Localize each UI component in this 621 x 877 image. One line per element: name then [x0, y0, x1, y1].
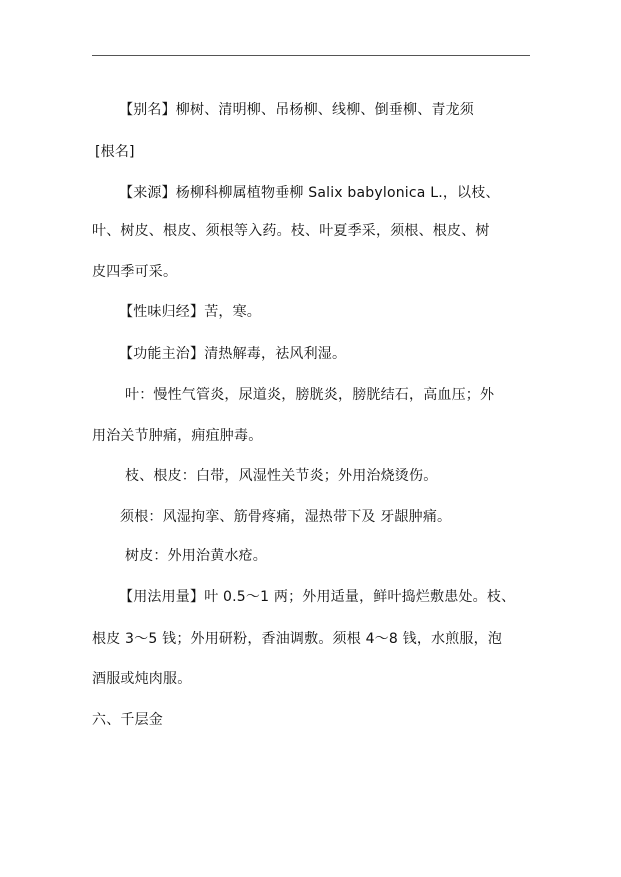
root-name-line: [根名] [95, 144, 135, 160]
alias-line: 【别名】柳树、清明柳、吊杨柳、线柳、倒垂柳、青龙须 [119, 102, 474, 118]
section-heading: 六、千层金 [92, 712, 163, 728]
source-line-3: 皮四季可采。 [92, 264, 178, 280]
bark-line: 树皮：外用治黄水疮。 [125, 548, 267, 564]
header-rule [92, 55, 530, 56]
dosage-line-2: 根皮 3～5 钱；外用研粉，香油调敷。须根 4～8 钱，水煎服，泡 [92, 631, 503, 647]
leaf-line-1: 叶：慢性气管炎，尿道炎，膀胱炎，膀胱结石，高血压；外 [125, 387, 495, 403]
source-line-1: 【来源】杨柳科柳属植物垂柳 Salix babylonica L.，以枝、 [119, 185, 500, 201]
taste-meridian-line: 【性味归经】苦，寒。 [119, 304, 261, 320]
source-line-2: 叶、树皮、根皮、须根等入药。枝、叶夏季采，须根、根皮、树 [92, 223, 490, 239]
dosage-line-1: 【用法用量】叶 0.5～1 两；外用适量，鲜叶捣烂敷患处。枝、 [119, 589, 516, 605]
function-line: 【功能主治】清热解毒，祛风利湿。 [119, 346, 347, 362]
branch-line: 枝、根皮：白带，风湿性关节炎；外用治烧烫伤。 [125, 468, 438, 484]
dosage-line-3: 酒服或炖肉服。 [92, 671, 192, 687]
leaf-line-2: 用治关节肿痛，痈疽肿毒。 [92, 428, 263, 444]
rootlet-line: 须根：风湿拘挛、筋骨疼痛，湿热带下及 牙龈肿痛。 [120, 509, 452, 525]
